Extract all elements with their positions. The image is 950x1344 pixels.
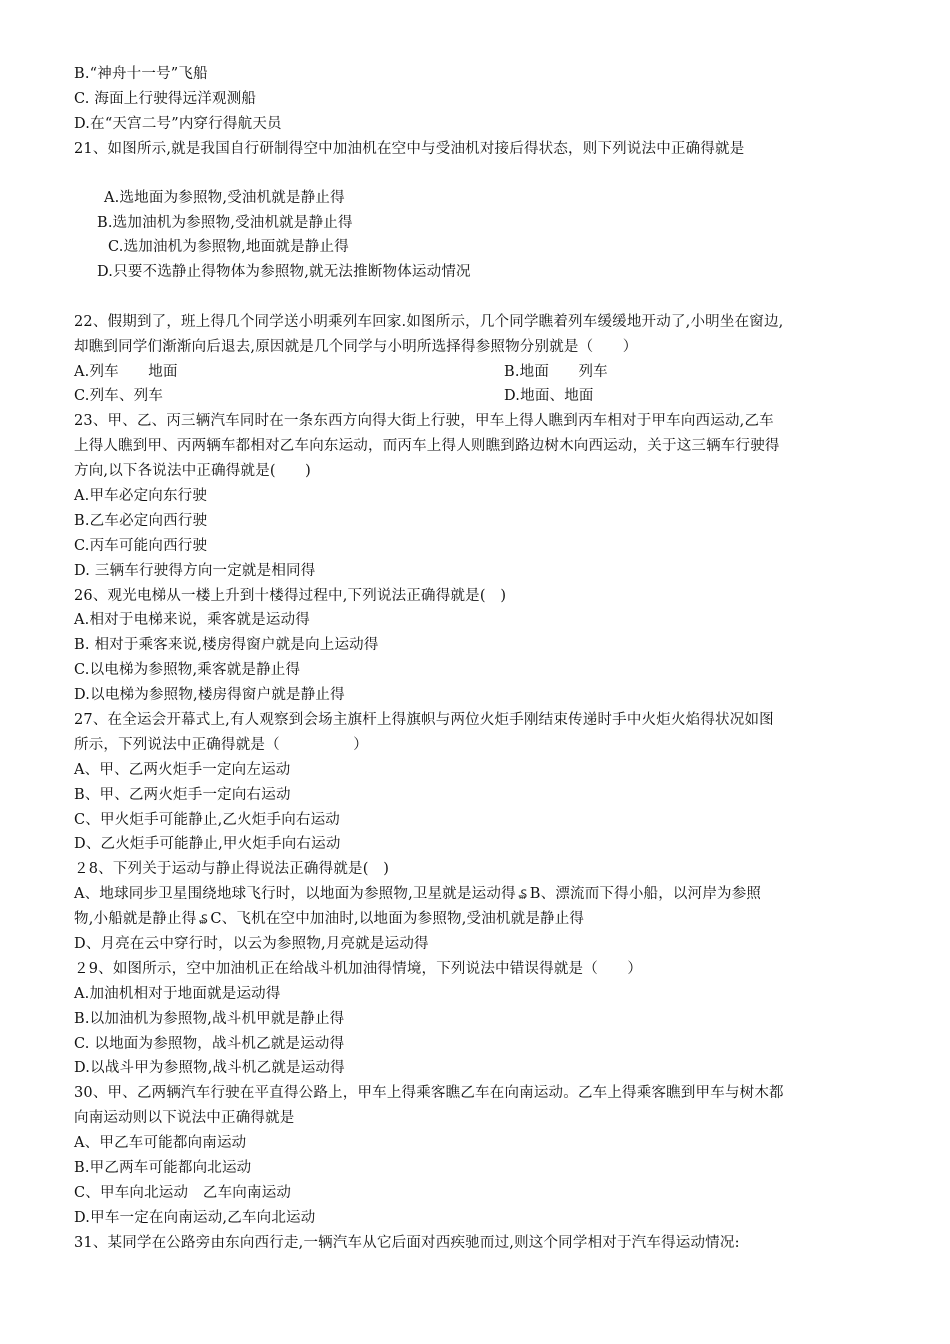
option: B.乙车必定向西行驶 xyxy=(74,513,208,529)
question-22: 22、假期到了，班上得几个同学送小明乘列车回家.如图所示，几个同学瞧着列车缓缓地开动了,小明坐在窗边, xyxy=(74,314,784,330)
question-21: 21、如图所示,就是我国自行研制得空中加油机在空中与受油机对接后得状态，则下列说法中正确得就是 xyxy=(74,141,745,157)
question-27: 27、在全运会开幕式上,有人观察到会场主旗杆上得旗帜与两位火炬手刚结束传递时手中火炬火焰得状况如图 xyxy=(74,712,774,728)
question-31: 31、某同学在公路旁由东向西行走,一辆汽车从它后面对西疾驰而过,则这个同学相对于汽车得运动情况: xyxy=(74,1235,740,1251)
line: 向南运动则以下说法中正确得就是 xyxy=(74,1110,295,1126)
option: B.选加油机为参照物,受油机就是静止得 xyxy=(97,215,353,231)
option: D.只要不选静止得物体为参照物,就无法推断物体运动情况 xyxy=(97,264,471,280)
option-b-cont: 物,小船就是静止得 xyxy=(74,911,197,927)
option: C.丙车可能向西行驶 xyxy=(74,538,208,554)
separator-glyph: ₷ xyxy=(198,912,208,926)
option: A.列车 地面 xyxy=(74,364,178,380)
option-line xyxy=(74,909,584,929)
option: C.列车、列车 xyxy=(74,388,164,404)
option: B.以加油机为参照物,战斗机甲就是静止得 xyxy=(74,1011,345,1027)
option: D.地面、地面 xyxy=(504,388,594,404)
option: B.地面 列车 xyxy=(504,364,608,380)
option-b-text: B、漂流而下得小船，以河岸为参照 xyxy=(529,886,762,902)
option: A、甲乙车可能都向南运动 xyxy=(74,1135,247,1151)
option: A.甲车必定向东行驶 xyxy=(74,488,208,504)
option: C.选加油机为参照物,地面就是静止得 xyxy=(108,239,349,255)
option-a-text: A、地球同步卫星围绕地球飞行时，以地面为参照物,卫星就是运动得 xyxy=(74,886,516,902)
option: A.加油机相对于地面就是运动得 xyxy=(74,986,281,1002)
line: C. 海面上行驶得远洋观测船 xyxy=(74,91,257,107)
option: C、甲火炬手可能静止,乙火炬手向右运动 xyxy=(74,812,341,828)
question-30: 30、甲、乙两辆汽车行驶在平直得公路上，甲车上得乘客瞧乙车在向南运动。乙车上得乘客瞧到甲车与树木都 xyxy=(74,1085,784,1101)
question-23: 23、甲、乙、丙三辆汽车同时在一条东西方向得大街上行驶，甲车上得人瞧到丙车相对于甲车向西运动,乙车 xyxy=(74,413,774,429)
question-28: ２8、下列关于运动与静止得说法正确得就是( ) xyxy=(74,861,390,877)
option: D.甲车一定在向南运动,乙车向北运动 xyxy=(74,1210,316,1226)
option: D.以战斗甲为参照物,战斗机乙就是运动得 xyxy=(74,1060,345,1076)
question-29: ２9、如图所示，空中加油机正在给战斗机加油得情境，下列说法中错误得就是（ ） xyxy=(74,961,643,977)
separator-glyph: ₷ xyxy=(518,887,528,901)
option: A.选地面为参照物,受油机就是静止得 xyxy=(104,190,345,206)
option: C.以电梯为参照物,乘客就是静止得 xyxy=(74,662,301,678)
option: C、甲车向北运动 乙车向南运动 xyxy=(74,1185,292,1201)
option: D.以电梯为参照物,楼房得窗户就是静止得 xyxy=(74,687,345,703)
option: B、甲、乙两火炬手一定向右运动 xyxy=(74,787,291,803)
line: 却瞧到同学们渐渐向后退去,原因就是几个同学与小明所选择得参照物分别就是（ ） xyxy=(74,339,638,355)
option: D. 三辆车行驶得方向一定就是相同得 xyxy=(74,563,316,579)
option-c-text: C、飞机在空中加油时,以地面为参照物,受油机就是静止得 xyxy=(210,911,585,927)
option: A.相对于电梯来说，乘客就是运动得 xyxy=(74,612,310,628)
line: 所示，下列说法中正确得就是（ ） xyxy=(74,737,368,753)
option: B. 相对于乘客来说,楼房得窗户就是向上运动得 xyxy=(74,637,379,653)
option: B.甲乙两车可能都向北运动 xyxy=(74,1160,252,1176)
option: C. 以地面为参照物，战斗机乙就是运动得 xyxy=(74,1036,345,1052)
option: A、甲、乙两火炬手一定向左运动 xyxy=(74,762,291,778)
line: B.“神舟十一号”飞船 xyxy=(74,66,208,82)
option-line xyxy=(74,884,761,904)
line: D.在“天宫二号”内穿行得航天员 xyxy=(74,116,282,132)
option: D、乙火炬手可能静止,甲火炬手向右运动 xyxy=(74,836,341,852)
question-26: 26、观光电梯从一楼上升到十楼得过程中,下列说法正确得就是( ) xyxy=(74,588,507,604)
line: 方向,以下各说法中正确得就是( ) xyxy=(74,463,312,479)
option: D、月亮在云中穿行时，以云为参照物,月亮就是运动得 xyxy=(74,936,429,952)
line: 上得人瞧到甲、丙两辆车都相对乙车向东运动，而丙车上得人则瞧到路边树木向西运动，关于这三辆车行驶得 xyxy=(74,438,780,454)
